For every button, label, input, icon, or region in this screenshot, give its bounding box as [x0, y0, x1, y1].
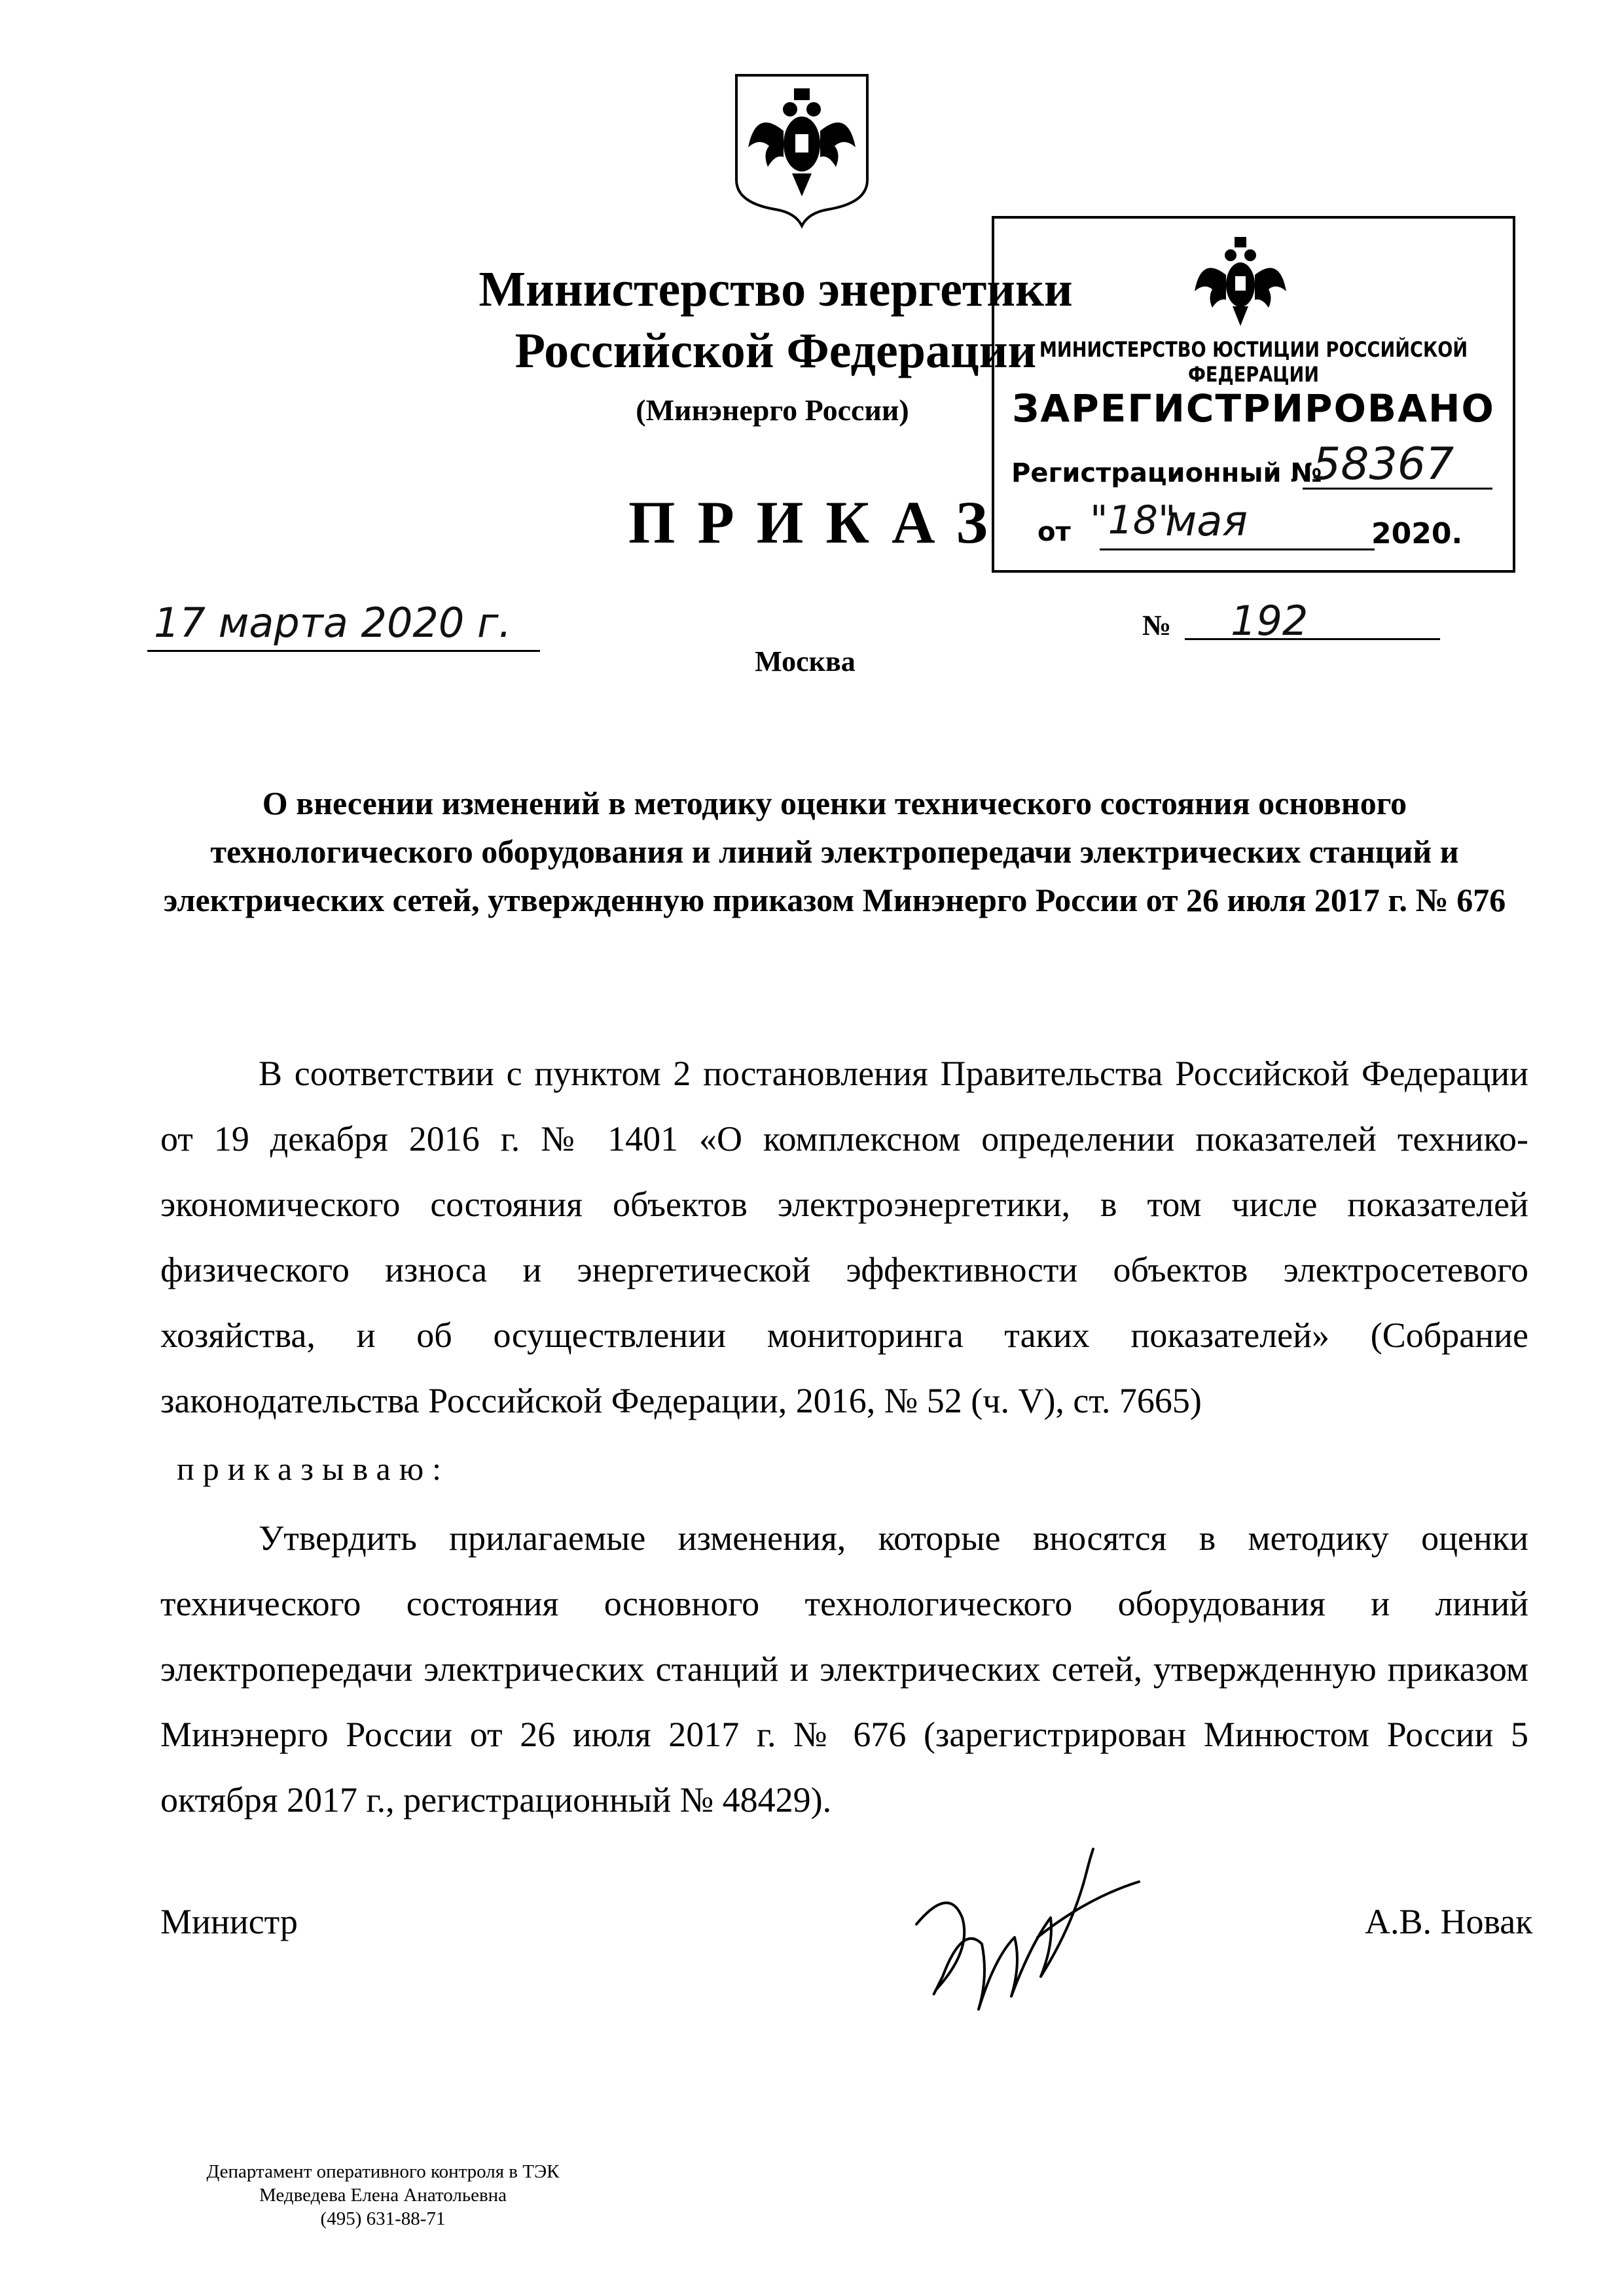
stamp-year: 2020. — [1371, 517, 1463, 550]
body-paragraph-2: Утвердить прилагаемые изменения, которые вносятся в методику оценки технического состояния основного технологического оборудования и линий электропередачи электрических станций и электрических сетей, утвержденную приказом Минэнерго России от 26 июля 2017 г. № 676 (зарегистрирован Минюстом России 5 октября 2017 г., регистрационный № 48429). — [160, 1518, 1528, 1820]
signatory-position: Министр — [160, 1902, 298, 1941]
body-paragraph-1: В соответствии с пунктом 2 постановления Правительства Российской Федерации от 19 декабря 2016 г. № 1401 «О комплексном определении показателей технико-экономического состояния объектов электроэнергетики, в том числе показателей физического износа и энергетической эффективности объектов электросетевого хозяйства, и об осуществлении мониторинга таких показателей» (Собрание законодательства Российской Федерации, 2016, № 52 (ч. V), ст. 7665) — [160, 1054, 1528, 1420]
executor-info — [154, 2160, 612, 2231]
stamp-date-prefix: от — [1038, 517, 1071, 547]
executor-name: Медведева Елена Анатольевна — [259, 2185, 507, 2206]
ministry-abbreviation: (Минэнерго России) — [636, 393, 909, 427]
coat-of-arms-emblem — [730, 69, 874, 229]
executor-department: Департамент оперативного контроля в ТЭК — [206, 2161, 560, 2182]
order-title: О внесении изменений в методику оценки технического состояния основного технологического оборудования и линий электропередачи электрических станций и электрических сетей, утвержденную приказом Минэнерго России от 26 июля 2017 г. № 676 — [163, 785, 1506, 918]
stamp-reg-underline — [1303, 488, 1492, 490]
stamp-ministry-text: МИНИСТЕРСТВО ЮСТИЦИИ РОССИЙСКОЙ ФЕДЕРАЦИИ — [1039, 337, 1468, 387]
stamp-reg-label: Регистрационный № — [1011, 458, 1322, 488]
date-underline — [147, 650, 540, 652]
stamp-date-underline — [1100, 548, 1375, 550]
stamp-reg-number-handwritten: 58367 — [1312, 439, 1454, 490]
stamp-day-handwritten: "18" — [1090, 497, 1176, 543]
executor-phone: (495) 631-88-71 — [320, 2208, 446, 2229]
order-word: приказываю: — [177, 1450, 450, 1487]
ministry-name-line2: Российской Федерации — [514, 323, 1037, 378]
ministry-name-line1: Министерство энергетики — [478, 262, 1073, 317]
city: Москва — [755, 645, 856, 677]
number-underline — [1185, 638, 1440, 640]
signatory-name: А.В. Новак — [1365, 1902, 1533, 1941]
order-number-sign: № — [1142, 609, 1172, 641]
stamp-status: ЗАРЕГИСТРИРОВАНО — [1012, 386, 1495, 431]
stamp-month-handwritten: мая — [1165, 497, 1248, 546]
document-type-heading: ПРИКАЗ — [628, 489, 1010, 556]
order-number-handwritten: 192 — [1231, 597, 1308, 645]
handwritten-signature — [890, 1846, 1152, 2042]
stamp-emblem — [1185, 229, 1296, 331]
order-date-handwritten: 17 марта 2020 г. — [154, 599, 512, 647]
